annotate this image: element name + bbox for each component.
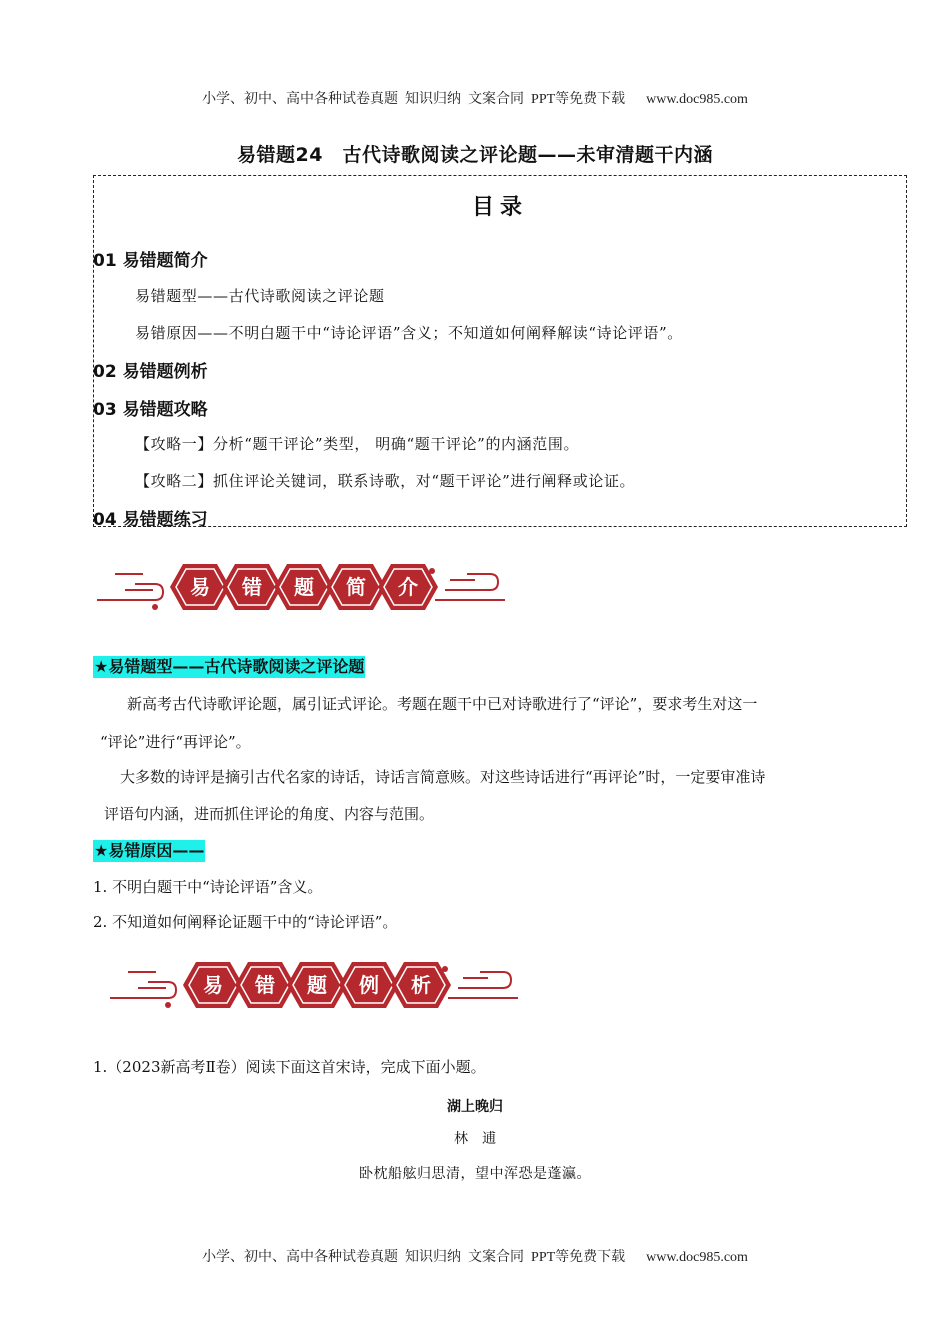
example-question: 1.（2023新高考Ⅱ卷）阅读下面这首宋诗，完成下面小题。 bbox=[93, 1058, 486, 1076]
toc-heading-01: 01 易错题简介 bbox=[93, 251, 208, 271]
section-heading-reason: ★易错原因—— bbox=[94, 841, 205, 860]
banner-char: 简 bbox=[346, 575, 366, 599]
poem-author: 林 逋 bbox=[454, 1131, 496, 1147]
banner-char: 错 bbox=[255, 973, 275, 997]
poem-line: 卧枕船舷归思清，望中浑恐是蓬瀛。 bbox=[359, 1166, 591, 1182]
section-banner-intro bbox=[95, 557, 510, 617]
paragraph-line: 评语句内涵，进而抓住评论的角度、内容与范围。 bbox=[104, 805, 435, 823]
paragraph-line: 新高考古代诗歌评论题，属引证式评论。考题在题干中已对诗歌进行了“评论”，要求考生对这一 bbox=[127, 695, 758, 713]
page-footer: 小学、初中、高中各种试卷真题 知识归纳 文案合同 PPT等免费下载 www.doc985.com bbox=[202, 1250, 748, 1265]
banner-char: 题 bbox=[307, 973, 327, 997]
toc-sub-type: 易错题型——古代诗歌阅读之评论题 bbox=[135, 287, 385, 305]
banner-char: 易 bbox=[190, 575, 210, 599]
toc-sub-reason: 易错原因——不明白题干中“诗论评语”含义；不知道如何阐释解读“诗论评语”。 bbox=[135, 324, 683, 342]
banner-char: 题 bbox=[294, 575, 314, 599]
paragraph-line: “评论”进行“再评论”。 bbox=[100, 733, 251, 751]
banner-char: 易 bbox=[203, 973, 223, 997]
section-banner-examples bbox=[108, 955, 523, 1015]
banner-char: 析 bbox=[411, 973, 431, 997]
banner-char: 介 bbox=[398, 575, 418, 599]
document-title: 易错题24 古代诗歌阅读之评论题——未审清题干内涵 bbox=[237, 144, 713, 166]
banner-char: 错 bbox=[242, 575, 262, 599]
list-item: 2. 不知道如何阐释论证题干中的“诗论评语”。 bbox=[93, 913, 398, 931]
banner-char: 例 bbox=[359, 973, 379, 997]
toc-sub-strategy-2: 【攻略二】抓住评论关键词，联系诗歌，对“题干评论”进行阐释或论证。 bbox=[135, 472, 636, 490]
toc-heading-02: 02 易错题例析 bbox=[93, 362, 208, 382]
poem-title: 湖上晚归 bbox=[447, 1099, 503, 1115]
list-item: 1. 不明白题干中“诗论评语”含义。 bbox=[93, 878, 323, 896]
paragraph-line: 大多数的诗评是摘引古代名家的诗话，诗话言简意赅。对这些诗话进行“再评论”时，一定要审准诗 bbox=[120, 768, 766, 786]
toc-heading-04: 04 易错题练习 bbox=[93, 510, 208, 530]
page-header: 小学、初中、高中各种试卷真题 知识归纳 文案合同 PPT等免费下载 www.doc985.com bbox=[202, 92, 748, 107]
section-heading-type: ★易错题型——古代诗歌阅读之评论题 bbox=[94, 657, 365, 676]
toc-title: 目录 bbox=[471, 195, 528, 220]
toc-sub-strategy-1: 【攻略一】分析“题干评论”类型， 明确“题干评论”的内涵范围。 bbox=[135, 435, 580, 453]
toc-heading-03: 03 易错题攻略 bbox=[93, 400, 208, 420]
